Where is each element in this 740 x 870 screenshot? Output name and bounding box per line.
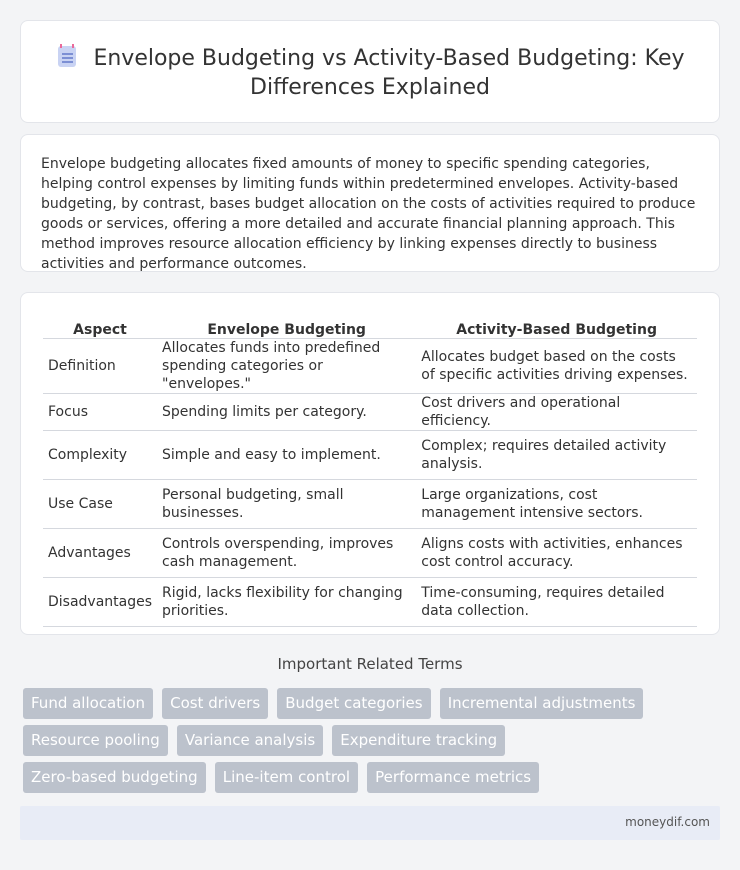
related-tag[interactable]: Resource pooling [23, 725, 168, 756]
row-aspect: Complexity [43, 430, 157, 479]
row-aspect: Advantages [43, 528, 157, 577]
page-title-wrap [21, 44, 719, 102]
row-activity: Aligns costs with activities, enhances cost control accuracy. [416, 528, 697, 577]
table-row [43, 479, 697, 528]
row-activity: Time-consuming, requires detailed data collection. [416, 577, 697, 626]
table-row [43, 528, 697, 577]
row-aspect: Definition [43, 338, 157, 393]
related-tag[interactable]: Zero-based budgeting [23, 762, 206, 793]
header-envelope: Envelope Budgeting [157, 316, 416, 338]
row-envelope: Personal budgeting, small businesses. [157, 479, 416, 528]
row-activity: Allocates budget based on the costs of specific activities driving expenses. [416, 338, 697, 393]
header-activity: Activity-Based Budgeting [416, 316, 697, 338]
row-aspect: Use Case [43, 479, 157, 528]
page-title: Envelope Budgeting vs Activity-Based Budgeting: Key Differences Explained [93, 46, 685, 100]
row-activity: Cost drivers and operational efficiency. [416, 393, 697, 430]
row-activity: Large organizations, cost management intensive sectors. [416, 479, 697, 528]
table-row [43, 577, 697, 626]
row-envelope: Allocates funds into predefined spending categories or "envelopes." [157, 338, 416, 393]
intro-paragraph: Envelope budgeting allocates fixed amounts of money to specific spending categories, helping control expenses by limiting funds within predetermined envelopes. Activity-based budgeting, by contrast, bases budget allocation on the costs of activities required to produce goods or services, offering a more detailed and accurate financial planning approach. This method improves resource allocation efficiency by linking expenses directly to business activities and performance outcomes. [41, 156, 696, 272]
related-terms-title: Important Related Terms [277, 655, 463, 673]
document-icon [55, 44, 77, 68]
row-activity: Complex; requires detailed activity analysis. [416, 430, 697, 479]
footer [20, 806, 720, 840]
related-tag[interactable]: Line-item control [215, 762, 358, 793]
table-row [43, 393, 697, 430]
intro-card [20, 134, 720, 272]
related-tag[interactable]: Budget categories [277, 688, 430, 719]
row-aspect: Disadvantages [43, 577, 157, 626]
comparison-card [20, 292, 720, 635]
related-tag[interactable]: Performance metrics [367, 762, 539, 793]
related-tag[interactable]: Expenditure tracking [332, 725, 505, 756]
table-header-row [43, 316, 697, 338]
related-terms-list [23, 688, 663, 799]
row-aspect: Focus [43, 393, 157, 430]
related-tag[interactable]: Incremental adjustments [440, 688, 644, 719]
comparison-table [43, 316, 697, 627]
title-card [20, 20, 720, 123]
related-tag[interactable]: Cost drivers [162, 688, 268, 719]
row-envelope: Simple and easy to implement. [157, 430, 416, 479]
related-tag[interactable]: Fund allocation [23, 688, 153, 719]
row-envelope: Rigid, lacks flexibility for changing priorities. [157, 577, 416, 626]
table-row [43, 338, 697, 393]
header-aspect: Aspect [43, 316, 157, 338]
row-envelope: Spending limits per category. [157, 393, 416, 430]
related-tag[interactable]: Variance analysis [177, 725, 323, 756]
row-envelope: Controls overspending, improves cash management. [157, 528, 416, 577]
table-row [43, 430, 697, 479]
footer-site[interactable]: moneydif.com [625, 815, 710, 829]
